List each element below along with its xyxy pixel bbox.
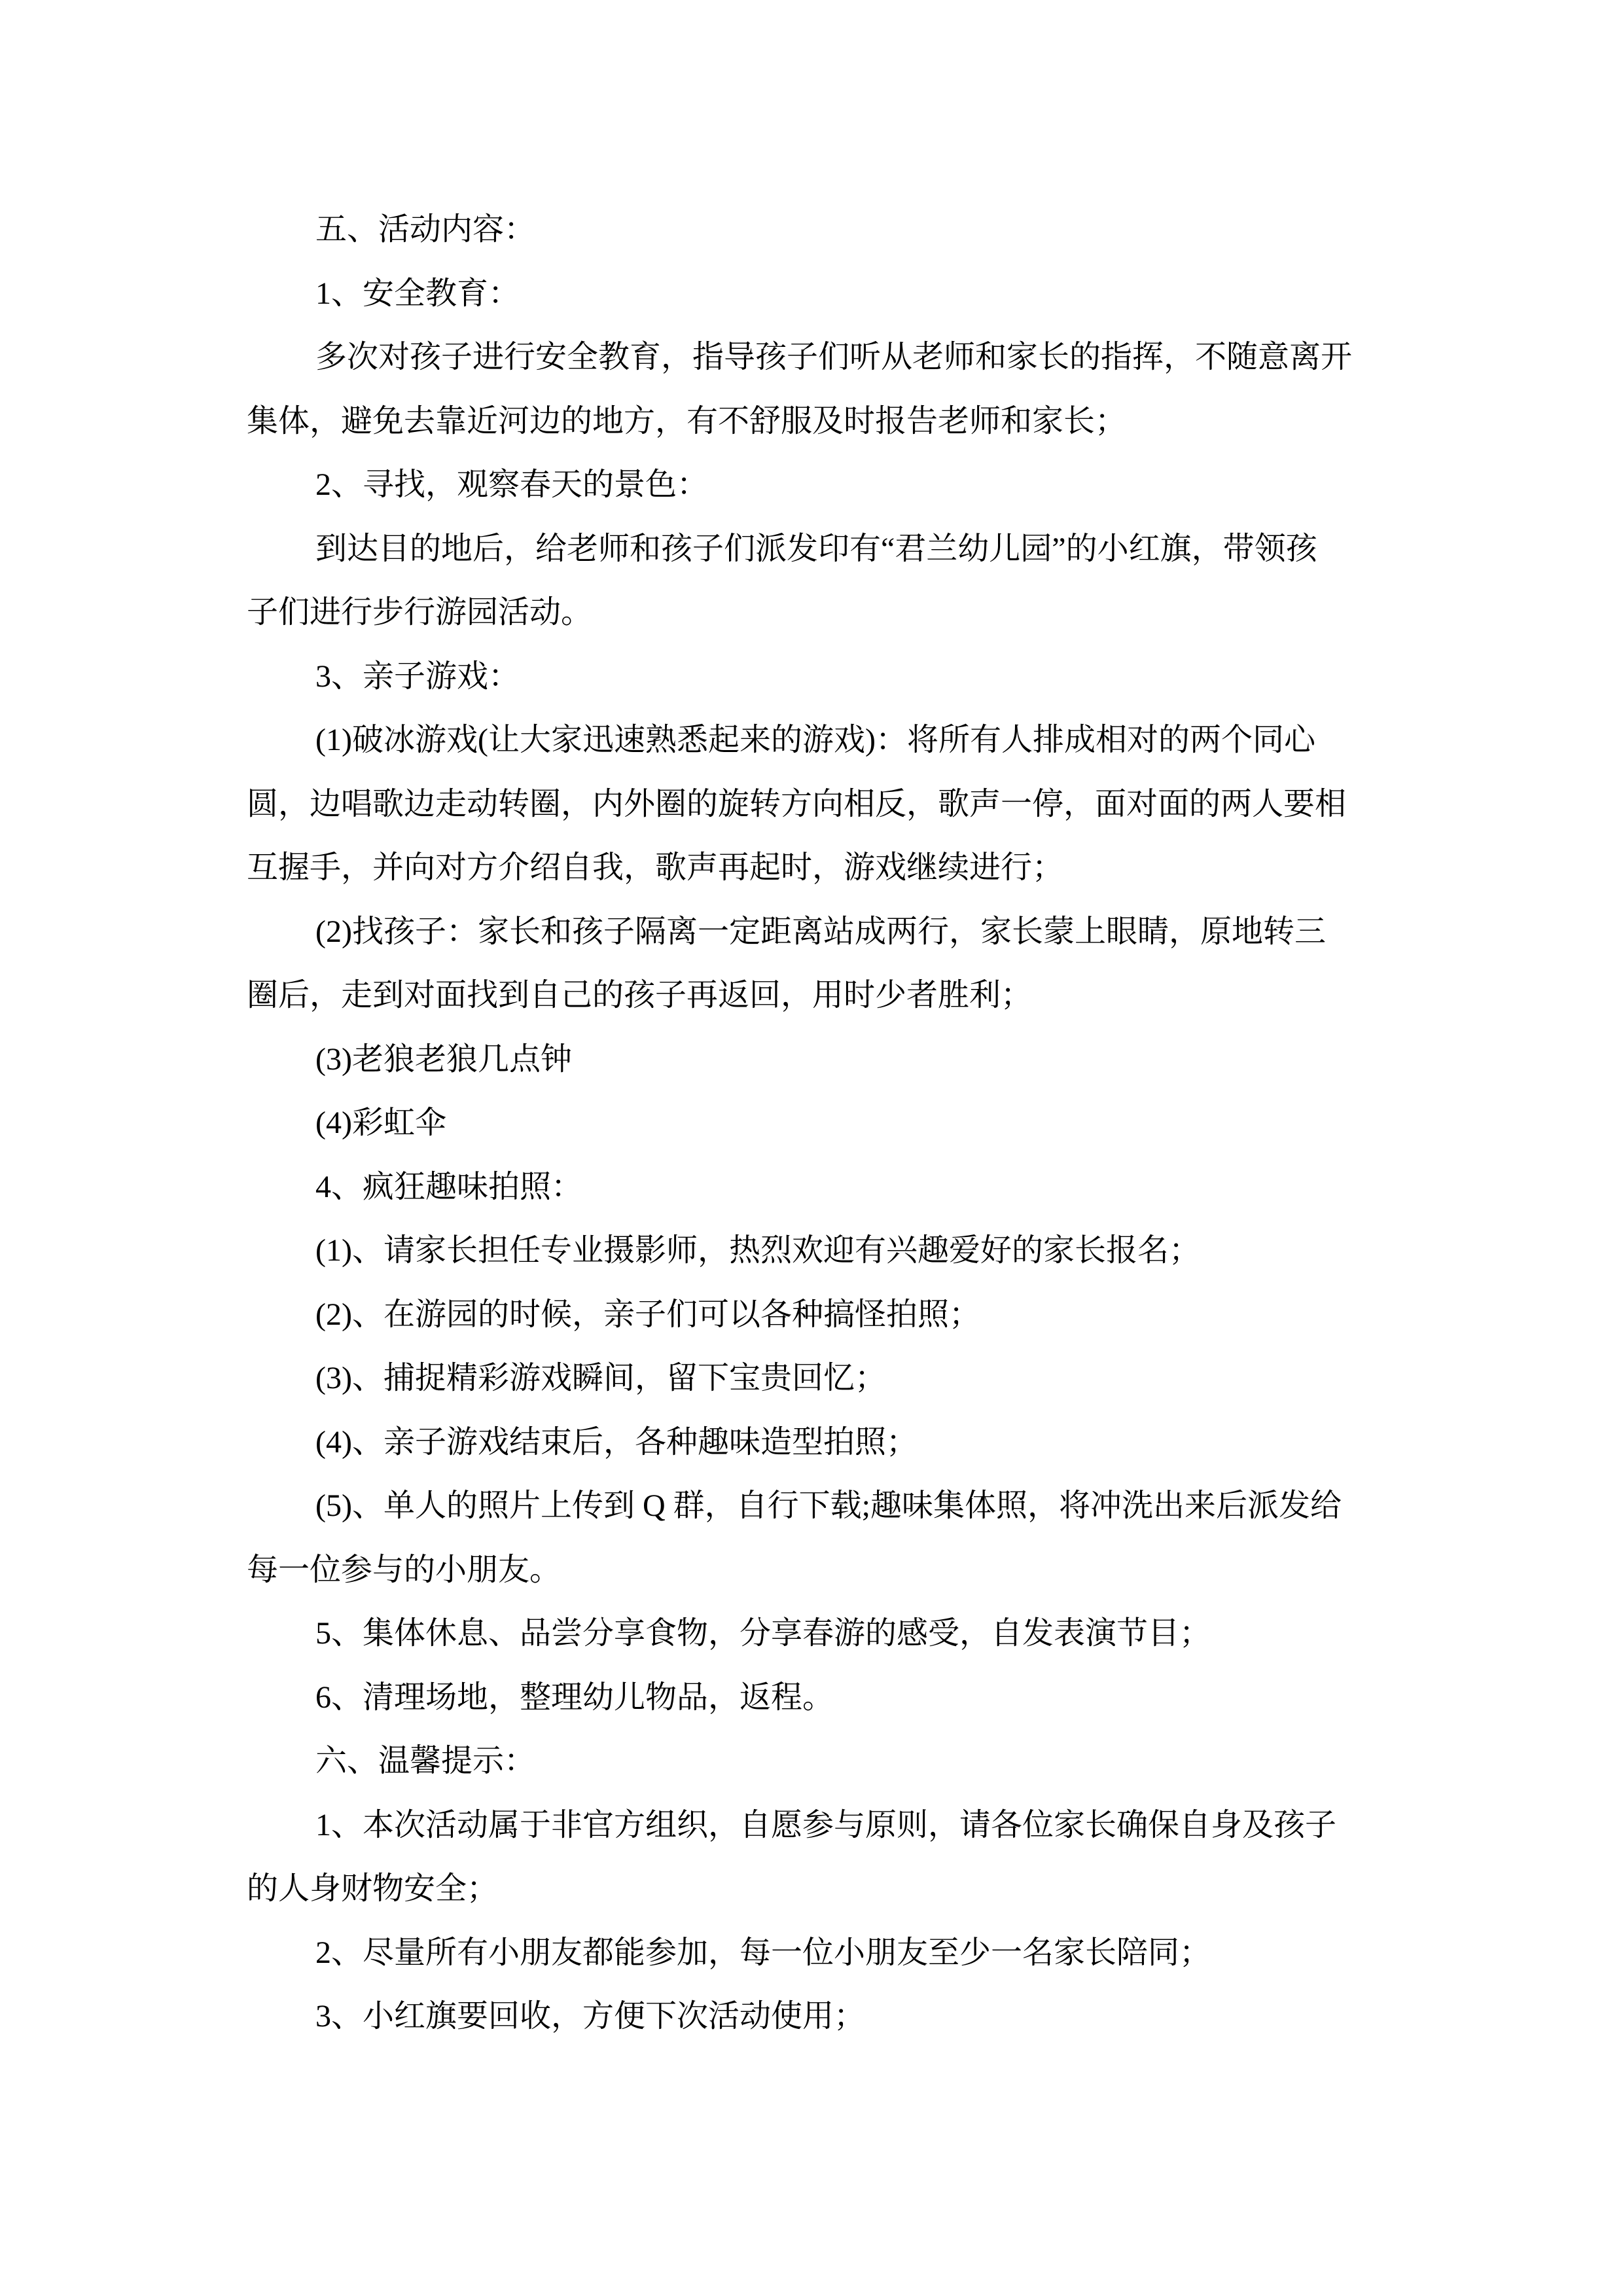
text-line-4: 集体，避免去靠近河边的地方，有不舒服及时报告老师和家长； [247,403,1127,439]
text-line-19: (3)、捕捉精彩游戏瞬间，留下宝贵回忆； [315,1361,886,1395]
text-line-22: 每一位参与的小朋友。 [247,1552,562,1587]
text-line-1: 五、活动内容： [315,212,536,247]
text-line-17: (1)、请家长担任专业摄影师，热烈欢迎有兴趣爱好的家长报名； [315,1233,1200,1268]
text-line-29: 3、小红旗要回收，方便下次活动使用； [315,1999,866,2034]
text-line-14: (3)老狼老狼几点钟 [315,1041,572,1077]
text-line-5: 2、寻找，观察春天的景色： [315,467,709,502]
text-line-20: (4)、亲子游戏结束后，各种趣味造型拍照； [315,1424,918,1460]
text-line-7: 子们进行步行游园活动。 [247,595,593,630]
text-line-12: (2)找孩子：家长和孩子隔离一定距离站成两行，家长蒙上眼睛，原地转三 [315,914,1326,949]
text-line-27: 的人身财物安全； [247,1871,499,1906]
text-line-25: 六、温馨提示： [315,1744,536,1778]
text-line-8: 3、亲子游戏： [315,658,520,694]
text-line-13: 圈后，走到对面找到自己的孩子再返回，用时少者胜利； [247,978,1033,1013]
text-line-10: 圆，边唱歌边走动转圈，内外圈的旋转方向相反，歌声一停，面对面的两人要相 [247,786,1347,821]
text-block [247,198,1378,2049]
text-line-26: 1、本次活动属于非官方组织，自愿参与原则，请各位家长确保自身及孩子 [315,1807,1337,1842]
text-line-28: 2、尽量所有小朋友都能参加，每一位小朋友至少一名家长陪同； [315,1935,1211,1970]
text-line-3: 多次对孩子进行安全教育，指导孩子们听从老师和家长的指挥，不随意离开 [315,340,1353,374]
text-line-16: 4、疯狂趣味拍照： [315,1169,583,1204]
text-line-18: (2)、在游园的时候，亲子们可以各种搞怪拍照； [315,1297,980,1332]
text-line-9: (1)破冰游戏(让大家迅速熟悉起来的游戏)：将所有人排成相对的两个同心 [315,723,1315,757]
text-line-15: (4)彩虹伞 [315,1105,446,1140]
text-line-2: 1、安全教育： [315,276,520,311]
text-line-6: 到达目的地后，给老师和孩子们派发印有“君兰幼儿园”的小红旗，带领孩 [315,531,1317,566]
text-line-23: 5、集体休息、品尝分享食物，分享春游的感受，自发表演节目； [315,1616,1211,1651]
text-line-21: (5)、单人的照片上传到 Q 群，自行下载;趣味集体照，将冲洗出来后派发给 [315,1488,1342,1523]
text-line-24: 6、清理场地，整理幼儿物品，返程。 [315,1679,834,1715]
text-line-11: 互握手，并向对方介绍自我，歌声再起时，游戏继续进行； [247,850,1064,885]
